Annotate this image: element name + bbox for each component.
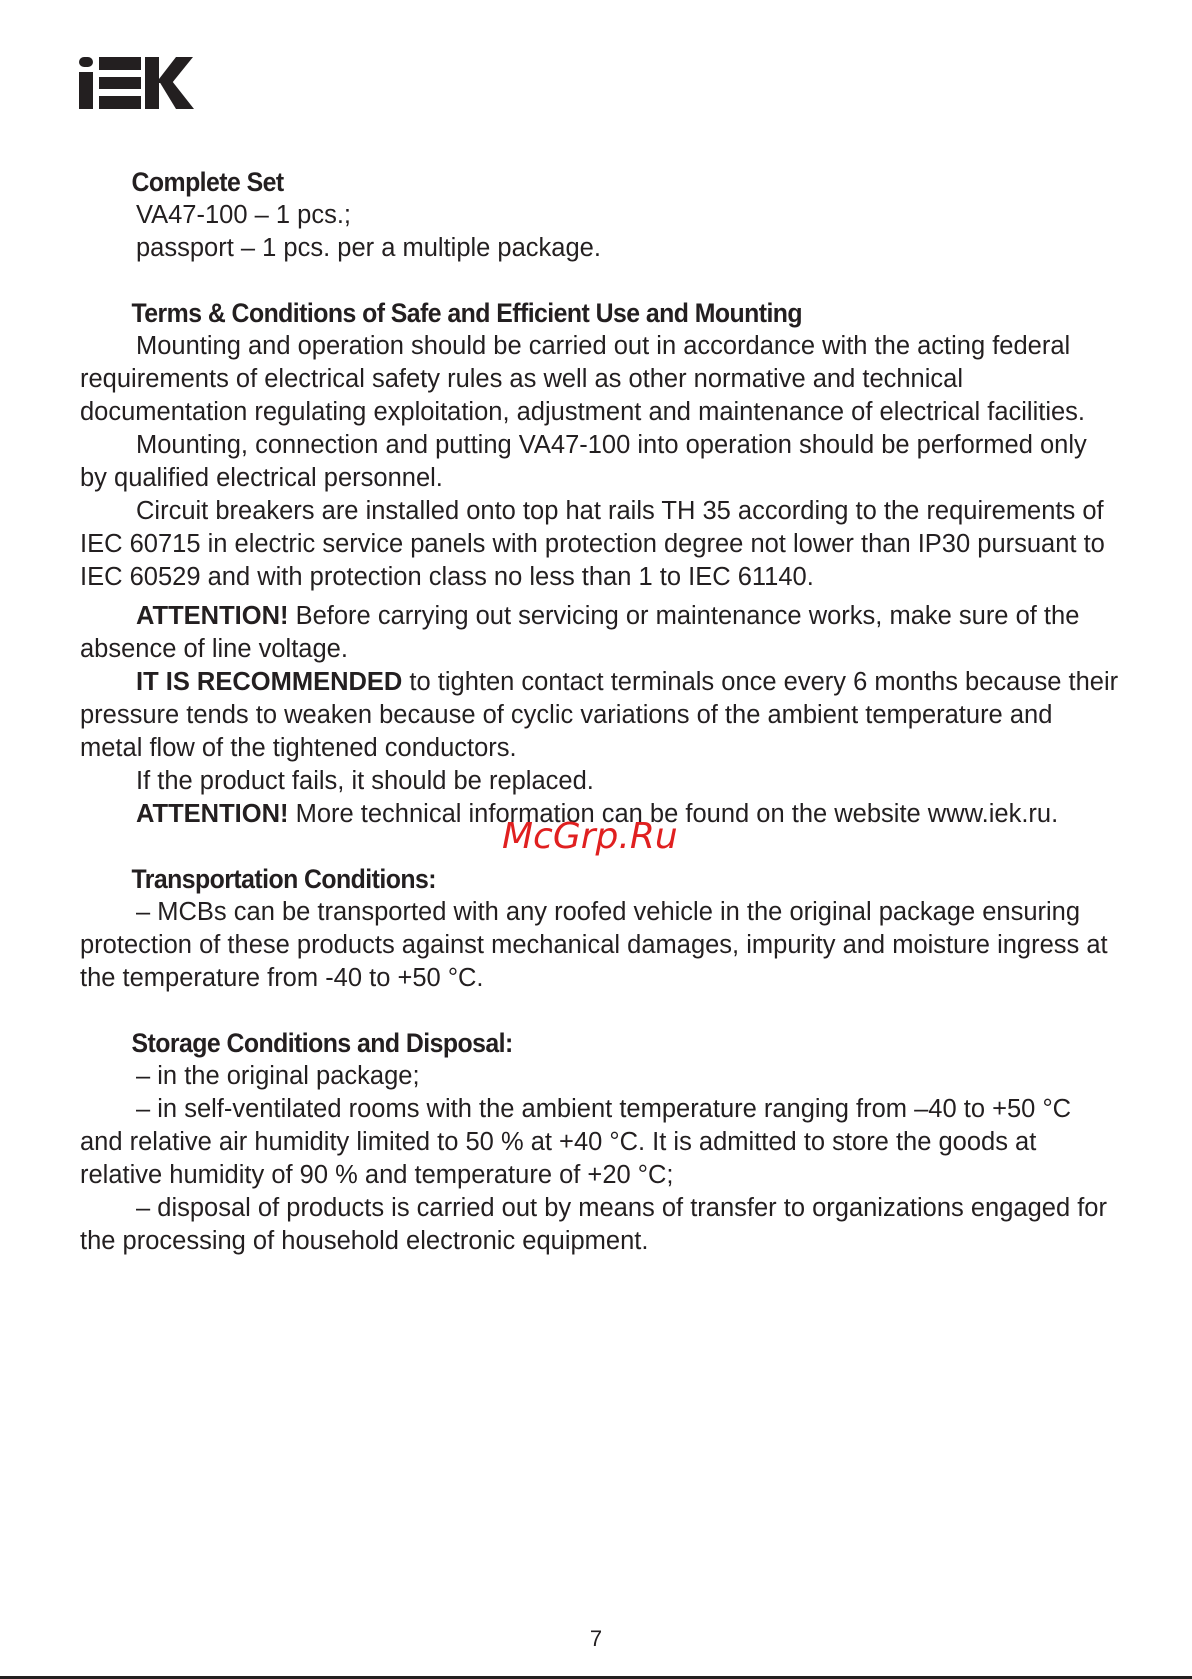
transport-paragraph: – MCBs can be transported with any roofed vehicle in the original package ensuring protection of these products against mechanical damages, impurity and moisture ingress at the temperature from -40 to +50 °C. [80, 898, 1108, 992]
logo-k-arm [159, 57, 193, 83]
logo-e-top [99, 57, 141, 70]
document-body [80, 165, 1120, 1258]
watermark-text: McGrp.Ru [502, 816, 678, 857]
recommended-text: to tighten contact terminals once every 6 months because their pressure tends to weaken because of cyclic variations of the ambient temperature and metal flow of the tightened conductors. [80, 668, 1119, 762]
logo-k-leg [159, 81, 194, 109]
complete-set-heading: Complete Set [131, 167, 284, 197]
terms-paragraph: Mounting and operation should be carried out in accordance with the acting federal requirements of electrical safety rules as well as other normative and technical documentation regulating exploitation, adjustment and maintenance of electrical facilities. [80, 332, 1086, 426]
logo-k-stem [145, 57, 159, 109]
recommendation-paragraph [80, 666, 1120, 765]
storage-paragraph: – disposal of products is carried out by means of transfer to organizations engaged for the processing of household electronic equipment. [80, 1194, 1107, 1255]
logo-i-dot [79, 57, 93, 67]
terms-heading: Terms & Conditions of Safe and Efficient Use and Mounting [131, 298, 803, 328]
complete-set-line: passport – 1 pcs. per a multiple package. [136, 234, 601, 262]
attention-text: More technical information can be found on the website www.iek.ru. [288, 800, 1059, 828]
attention-label: ATTENTION! [136, 602, 289, 630]
transport-heading: Transportation Conditions: [131, 864, 436, 894]
terms-paragraph: Mounting, connection and putting VA47-100 into operation should be performed only by qualified electrical personnel. [80, 431, 1087, 492]
attention-paragraph [80, 600, 1120, 666]
attention-text: Before carrying out servicing or maintenance works, make sure of the absence of line voltage. [80, 602, 1080, 663]
page-number: 7 [589, 1626, 603, 1651]
storage-paragraph: – in the original package; [136, 1062, 420, 1090]
product-fail-paragraph: If the product fails, it should be replaced. [136, 767, 594, 795]
logo-e-mid [99, 77, 141, 89]
iek-logo [79, 54, 194, 109]
logo-i-stem [79, 72, 93, 109]
complete-set-line: VA47-100 – 1 pcs.; [136, 201, 351, 229]
storage-paragraph: – in self-ventilated rooms with the ambient temperature ranging from –40 to +50 °C and relative air humidity limited to 50 % at +40 °C. It is admitted to store the goods at relative humidity of 90 % and temperature of +20 °C; [80, 1095, 1072, 1189]
attention-label: ATTENTION! [136, 800, 289, 828]
storage-heading: Storage Conditions and Disposal: [131, 1028, 513, 1058]
logo-e-bottom [99, 96, 141, 109]
recommended-label: IT IS RECOMMENDED [136, 668, 403, 696]
terms-paragraph: Circuit breakers are installed onto top hat rails TH 35 according to the requirements of IEC 60715 in electric service panels with protection degree not lower than IP30 pursuant to IEC 60529 and with protection class no less than 1 to IEC 61140. [80, 497, 1105, 591]
